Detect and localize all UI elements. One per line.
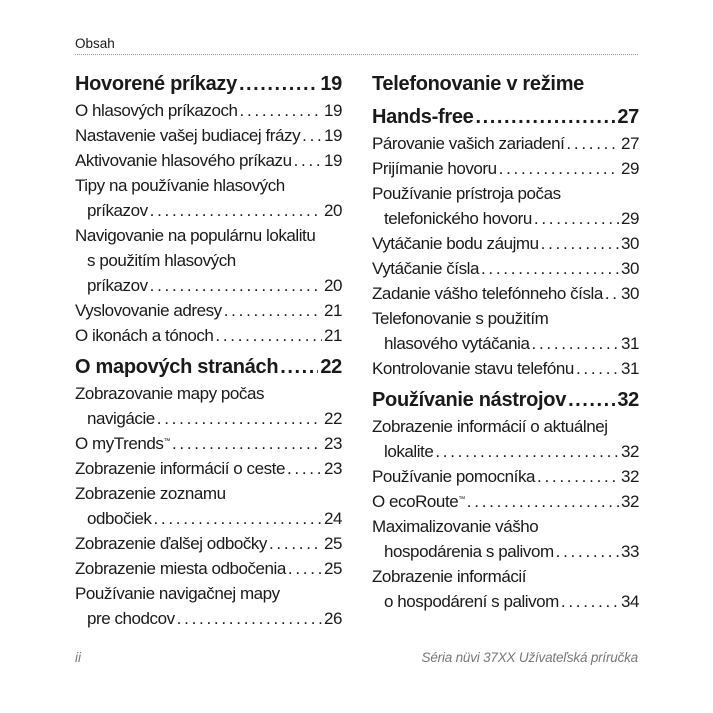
toc-entry-text: Zobrazenie miesta odbočenia	[75, 559, 286, 578]
toc-entry	[372, 414, 639, 439]
dot-leader	[576, 356, 619, 381]
toc-entry	[372, 156, 639, 181]
toc-entry-text: Aktivovanie hlasového príkazu	[75, 151, 292, 170]
toc-page-number: 32	[620, 492, 639, 511]
dot-leader	[532, 331, 619, 356]
toc-entry-text: Hovorené príkazy	[75, 73, 237, 95]
dot-leader	[172, 431, 322, 456]
toc-entry-text: Používanie nástrojov	[372, 389, 567, 411]
toc-entry	[75, 581, 342, 606]
dot-leader	[534, 206, 619, 231]
toc-entry-text: Zobrazovanie mapy počas	[75, 384, 265, 403]
dot-leader	[269, 531, 322, 556]
dot-leader	[556, 539, 619, 564]
toc-page-number: 20	[323, 276, 342, 295]
toc-entry-text: O ikonách a tónoch	[75, 326, 214, 345]
toc-page-number: 31	[620, 334, 639, 353]
toc-entry-text: hlasového vytáčania	[384, 334, 530, 353]
toc-entry-title	[372, 281, 603, 306]
toc-entry-text: Prijímanie hovoru	[372, 159, 497, 178]
toc-entry-text: Hands-free	[372, 106, 474, 128]
toc-entry-text: Navigovanie na populárnu lokalitu	[75, 226, 316, 245]
toc-entry	[372, 589, 639, 614]
toc-page-number: 23	[323, 459, 342, 478]
toc-entry	[75, 198, 342, 223]
toc-page-number: 23	[323, 434, 342, 453]
toc-entry-title	[75, 456, 285, 481]
dot-leader	[287, 456, 322, 481]
dot-leader	[280, 353, 318, 381]
toc-entry-title	[75, 584, 280, 603]
page-number: ii	[75, 650, 81, 665]
toc-entry	[75, 298, 342, 323]
toc-entry-title	[87, 506, 151, 531]
toc-entry-title	[372, 464, 535, 489]
toc-entry	[75, 123, 342, 148]
toc-entry	[75, 173, 342, 198]
toc-column-right	[372, 70, 639, 614]
toc-entry-title	[372, 256, 479, 281]
toc-entry-text: Vytáčanie bodu záujmu	[372, 234, 539, 253]
toc-entry-text: O ecoRoute	[372, 492, 459, 511]
toc-entry-text: Zobrazenie informácií o aktuálnej	[372, 417, 608, 436]
dot-leader	[467, 489, 619, 514]
toc-entry-title	[87, 273, 148, 298]
toc-entry-text: Zobrazenie informácií	[372, 567, 527, 586]
toc-entry-title	[75, 298, 222, 323]
toc-entry	[372, 439, 639, 464]
toc-entry	[75, 148, 342, 173]
toc-page-number: 27	[620, 134, 639, 153]
toc-entry	[372, 131, 639, 156]
toc-entry-text: pre chodcov	[87, 609, 175, 628]
toc-entry-title	[75, 323, 213, 348]
toc-entry-text: o hospodárení s palivom	[384, 592, 559, 611]
dot-leader	[499, 156, 619, 181]
toc-entry	[75, 506, 342, 531]
toc-column-left	[75, 70, 342, 631]
toc-entry-title	[75, 353, 278, 381]
toc-entry-title	[75, 484, 226, 503]
toc-entry	[75, 606, 342, 631]
toc-entry	[75, 323, 342, 348]
dot-leader	[177, 606, 322, 631]
toc-page-number: 32	[620, 467, 639, 486]
toc-entry-text: Telefonovanie v režime	[372, 73, 584, 95]
page-header: Obsah	[75, 36, 115, 51]
dot-leader	[150, 198, 322, 223]
dot-leader	[561, 589, 619, 614]
toc-entry	[75, 556, 342, 581]
toc-page-number: 25	[323, 559, 342, 578]
toc-entry-title	[384, 331, 530, 356]
toc-entry-title	[372, 156, 497, 181]
toc-entry-title	[75, 226, 315, 245]
toc-section-heading	[372, 70, 639, 98]
toc-entry-text: Kontrolovanie stavu telefónu	[372, 359, 574, 378]
dot-leader	[150, 273, 322, 298]
toc-entry-title	[372, 309, 548, 328]
toc-section-heading	[75, 70, 342, 98]
toc-entry-title	[372, 131, 564, 156]
toc-entry-text: O hlasových príkazoch	[75, 101, 238, 120]
toc-entry-text: Maximalizovanie vášho	[372, 517, 539, 536]
toc-section-heading	[75, 353, 342, 381]
toc-page-number: 20	[323, 201, 342, 220]
toc-entry-title	[372, 567, 526, 586]
toc-entry	[372, 181, 639, 206]
dot-leader	[153, 506, 322, 531]
toc-page-number: 32	[617, 389, 639, 411]
dot-leader	[537, 464, 619, 489]
toc-entry-title	[87, 606, 175, 631]
toc-entry	[372, 306, 639, 331]
toc-entry-title	[372, 103, 473, 131]
toc-entry-title	[372, 231, 539, 256]
toc-section-heading	[372, 386, 639, 414]
toc-page-number: 33	[620, 542, 639, 561]
dot-leader	[568, 386, 615, 414]
toc-entry-title	[87, 406, 155, 431]
toc-entry	[372, 464, 639, 489]
toc-entry-title	[75, 176, 285, 195]
toc-entry-text: Zobrazenie zoznamu	[75, 484, 226, 503]
toc-entry-title	[372, 184, 561, 203]
toc-entry-text: Zobrazenie informácií o ceste	[75, 459, 285, 478]
toc-entry-title	[372, 417, 608, 436]
toc-page-number: 21	[323, 326, 342, 345]
dot-leader	[481, 256, 619, 281]
toc-entry-title	[75, 431, 170, 456]
trademark-symbol: ™	[458, 496, 465, 503]
dot-leader	[605, 281, 619, 306]
toc-entry-title	[384, 589, 559, 614]
toc-entry-text: Telefonovanie s použitím	[372, 309, 549, 328]
toc-entry-title	[372, 386, 566, 414]
toc-page-number: 29	[620, 209, 639, 228]
toc-entry	[75, 481, 342, 506]
toc-section-heading	[372, 103, 639, 131]
toc-entry-title	[372, 489, 465, 514]
toc-entry	[75, 531, 342, 556]
toc-entry	[372, 564, 639, 589]
toc-entry-text: Tipy na používanie hlasových	[75, 176, 285, 195]
toc-entry-title	[384, 439, 433, 464]
toc-page-number: 22	[320, 356, 342, 378]
toc-entry-text: navigácie	[87, 409, 155, 428]
toc-entry-text: Vyslovovanie adresy	[75, 301, 222, 320]
toc-page-number: 34	[620, 592, 639, 611]
toc-entry-text: Používanie navigačnej mapy	[75, 584, 280, 603]
toc-entry	[75, 456, 342, 481]
toc-entry-text: príkazov	[87, 201, 148, 220]
toc-entry-title	[87, 198, 148, 223]
dot-leader	[240, 98, 322, 123]
toc-entry-title	[372, 356, 574, 381]
toc-entry-title	[87, 251, 236, 270]
toc-entry-title	[75, 384, 264, 403]
toc-entry-title	[75, 98, 238, 123]
dot-leader	[435, 439, 619, 464]
toc-entry-title	[75, 70, 237, 98]
toc-entry-text: O mapových stranách	[75, 356, 279, 378]
toc-entry	[372, 231, 639, 256]
toc-entry-text: Používanie prístroja počas	[372, 184, 561, 203]
toc-page-number: 19	[323, 101, 342, 120]
toc-page-number: 32	[620, 442, 639, 461]
toc-entry	[75, 381, 342, 406]
toc-entry-text: Zobrazenie ďalšej odbočky	[75, 534, 267, 553]
dot-leader	[288, 556, 322, 581]
toc-page-number: 24	[323, 509, 342, 528]
trademark-symbol: ™	[163, 438, 170, 445]
toc-entry-text: lokalite	[384, 442, 434, 461]
toc-entry	[372, 281, 639, 306]
toc-entry-text: Zadanie vášho telefónneho čísla	[372, 284, 603, 303]
toc-entry	[75, 98, 342, 123]
dot-leader	[215, 323, 322, 348]
toc-entry	[372, 206, 639, 231]
toc-entry	[372, 539, 639, 564]
toc-entry-title	[372, 73, 584, 95]
dot-leader	[239, 70, 318, 98]
toc-entry-text: hospodárenia s palivom	[384, 542, 554, 561]
toc-page-number: 27	[617, 106, 639, 128]
toc-page-number: 30	[620, 284, 639, 303]
toc-entry	[372, 514, 639, 539]
dot-leader	[157, 406, 322, 431]
toc-entry-text: Párovanie vašich zariadení	[372, 134, 565, 153]
dot-leader	[302, 123, 322, 148]
toc-entry-title	[75, 123, 300, 148]
toc-entry-text: Vytáčanie čísla	[372, 259, 479, 278]
toc-page-number: 31	[620, 359, 639, 378]
toc-page-number: 25	[323, 534, 342, 553]
toc-entry-text: príkazov	[87, 276, 148, 295]
toc-entry-title	[75, 556, 286, 581]
toc-entry	[372, 356, 639, 381]
toc-entry	[75, 406, 342, 431]
toc-entry	[75, 248, 342, 273]
toc-entry	[372, 489, 639, 514]
toc-entry	[372, 331, 639, 356]
toc-entry-text: telefonického hovoru	[384, 209, 532, 228]
toc-entry-title	[384, 539, 554, 564]
toc-entry-text: Nastavenie vašej budiacej frázy	[75, 126, 301, 145]
toc-page-number: 29	[620, 159, 639, 178]
toc-page-number: 30	[620, 259, 639, 278]
dot-leader	[541, 231, 619, 256]
dot-leader	[224, 298, 322, 323]
toc-page-number: 19	[320, 73, 342, 95]
toc-entry-title	[75, 148, 292, 173]
toc-entry-title	[75, 531, 267, 556]
toc-entry-text: odbočiek	[87, 509, 152, 528]
manual-title: Séria nüvi 37XX Užívateľská príručka	[421, 650, 638, 665]
toc-entry-text: O myTrends	[75, 434, 164, 453]
toc-page-number: 19	[323, 126, 342, 145]
toc-entry-text: Používanie pomocníka	[372, 467, 535, 486]
dot-leader	[566, 131, 619, 156]
dot-leader	[475, 103, 615, 131]
toc-page-number: 19	[323, 151, 342, 170]
toc-entry	[372, 256, 639, 281]
toc-entry-title	[372, 517, 538, 536]
toc-page-number: 21	[323, 301, 342, 320]
toc-page-number: 22	[323, 409, 342, 428]
toc-page-number: 26	[323, 609, 342, 628]
toc-entry	[75, 223, 342, 248]
toc-page-number: 30	[620, 234, 639, 253]
toc-entry-title	[384, 206, 532, 231]
toc-entry-text: s použitím hlasových	[87, 251, 236, 270]
header-divider	[75, 54, 638, 55]
toc-entry	[75, 273, 342, 298]
dot-leader	[294, 148, 322, 173]
toc-entry	[75, 431, 342, 456]
